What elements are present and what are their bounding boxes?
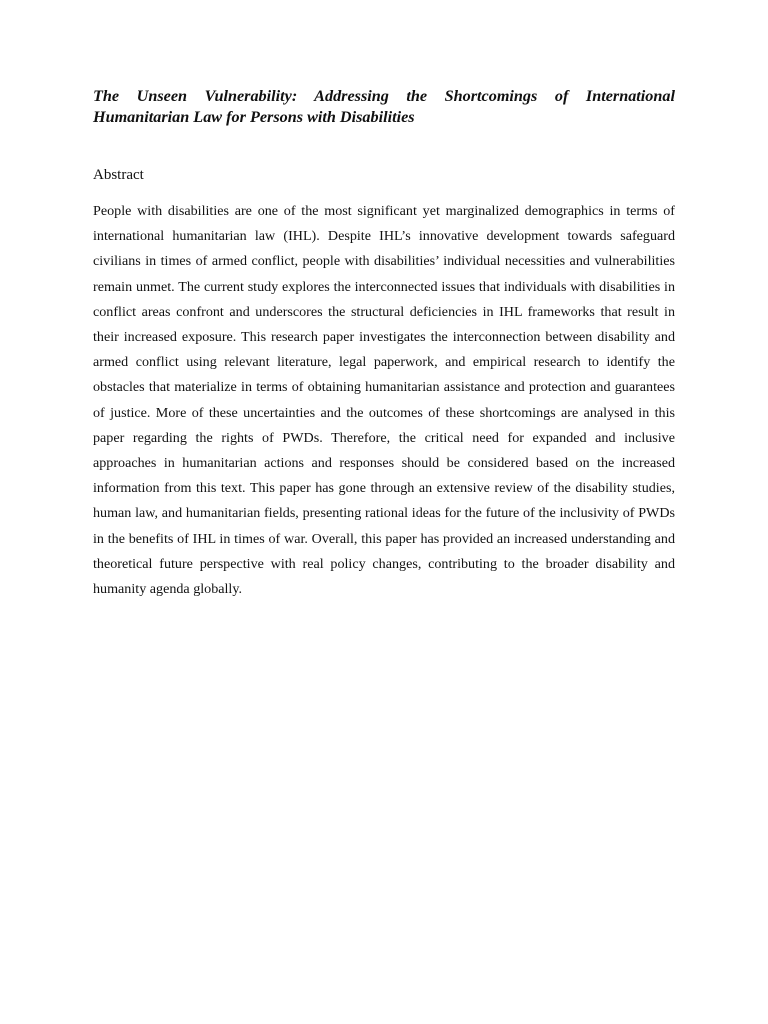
- paper-title: The Unseen Vulnerability: Addressing the Shortcomings of International Humanitarian Law for Persons with Disabilities: [93, 87, 675, 126]
- abstract-paragraph: People with disabilities are one of the most significant yet marginalized demographics in terms of international humanitarian law (IHL). Despite IHL’s innovative development towards safeguard civilians in times of armed conflict, people with disabilities’ individual necessities and vulnerabilities remain unmet. The current study explores the interconnected issues that individuals with disabilities in conflict areas confront and underscores the structural deficiencies in IHL frameworks that result in their increased exposure. This research paper investigates the interconnection between disability and armed conflict using relevant literature, legal paperwork, and empirical research to identify the obstacles that materialize in terms of obtaining humanitarian assistance and protection and guarantees of justice. More of these uncertainties and the outcomes of these shortcomings are analysed in this paper regarding the rights of PWDs. Therefore, the critical need for expanded and inclusive approaches in humanitarian actions and responses should be considered based on the increased information from this text. This paper has gone through an extensive review of the disability studies, human law, and humanitarian fields, presenting rational ideas for the future of the inclusivity of PWDs in the benefits of IHL in times of war. Overall, this paper has provided an increased understanding and theoretical future perspective with real policy changes, contributing to the broader disability and humanity agenda globally.: [93, 203, 675, 598]
- abstract-heading: Abstract: [93, 167, 144, 183]
